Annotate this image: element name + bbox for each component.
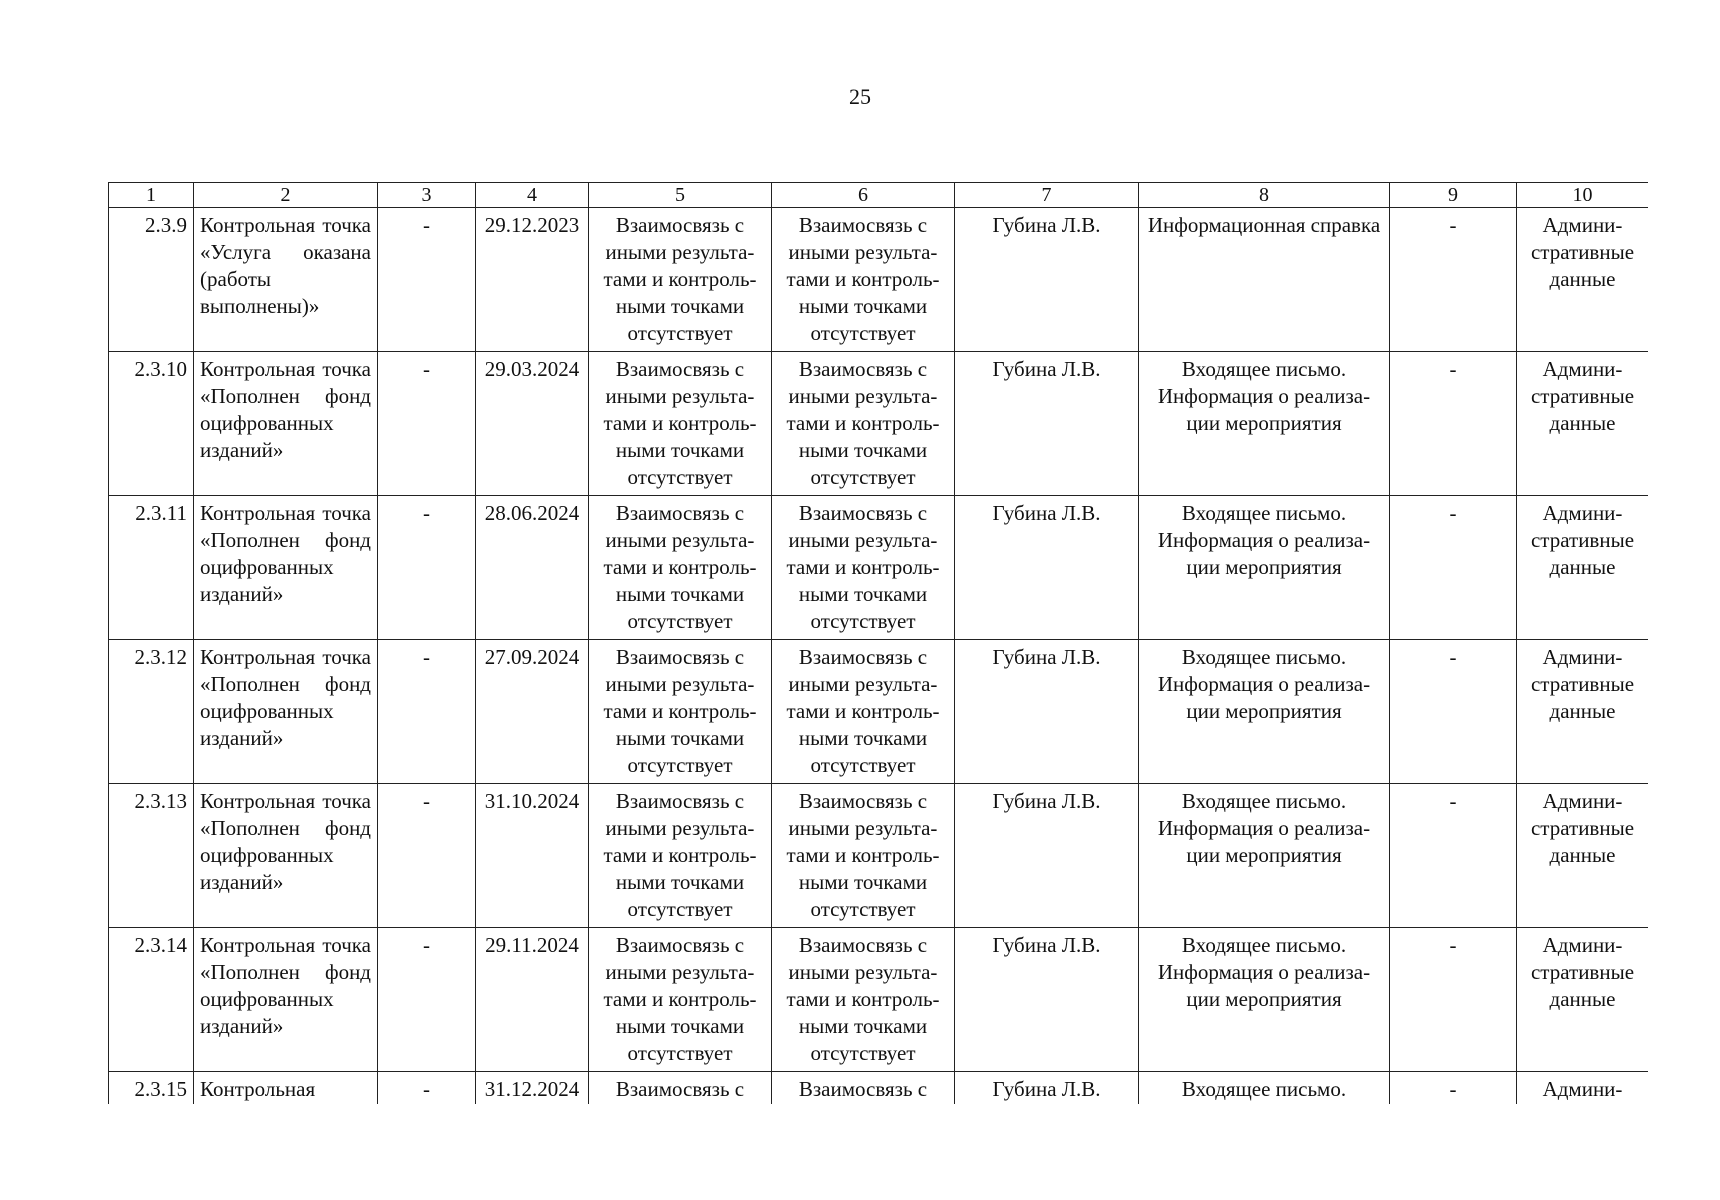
cell-col9: - [1390, 352, 1517, 496]
cell-col6: Взаимосвязь с иными результа-тами и контроль-ными точками отсутствует [772, 640, 955, 784]
cell-col3: - [378, 784, 476, 928]
cell-col6: Взаимосвязь с иными результа-тами и контроль-ными точками отсутствует [772, 208, 955, 352]
responsible-person: Губина Л.В. [955, 496, 1139, 640]
confirming-document: Входящее письмо. Информация о реализа-ции мероприятия [1139, 928, 1390, 1072]
row-number: 2.3.14 [109, 928, 194, 1072]
column-header: 5 [589, 183, 772, 208]
info-source: Админи-стративные данные [1517, 352, 1649, 496]
info-source: Админи-стративные данные [1517, 784, 1649, 928]
checkpoint-date: 27.09.2024 [476, 640, 589, 784]
cell-col6: Взаимосвязь с иными результа-тами и контроль-ными точками отсутствует [772, 784, 955, 928]
row-number: 2.3.9 [109, 208, 194, 352]
confirming-document: Входящее письмо. Информация о реализа-ции мероприятия [1139, 496, 1390, 640]
confirming-document: Входящее письмо. Информация о реализа-ции мероприятия [1139, 640, 1390, 784]
info-source: Админи-стративные данные [1517, 640, 1649, 784]
cell-col6: Взаимосвязь с иными результа-тами и контроль-ными точками отсутствует [772, 496, 955, 640]
checkpoint-date: 28.06.2024 [476, 496, 589, 640]
table-row [109, 352, 1649, 496]
cell-col3: - [378, 640, 476, 784]
row-number: 2.3.11 [109, 496, 194, 640]
table-row [109, 640, 1649, 784]
column-header: 1 [109, 183, 194, 208]
confirming-document: Входящее письмо. Информация о реализа-ции мероприятия [1139, 784, 1390, 928]
confirming-document: Входящее письмо. [1139, 1072, 1390, 1105]
row-number: 2.3.13 [109, 784, 194, 928]
row-number: 2.3.12 [109, 640, 194, 784]
responsible-person: Губина Л.В. [955, 208, 1139, 352]
column-header: 8 [1139, 183, 1390, 208]
checkpoint-date: 31.10.2024 [476, 784, 589, 928]
column-header: 10 [1517, 183, 1649, 208]
cell-col6: Взаимосвязь с [772, 1072, 955, 1105]
document-table-sheet [108, 182, 1648, 1104]
checkpoint-name: Контрольная [194, 1072, 378, 1105]
responsible-person: Губина Л.В. [955, 352, 1139, 496]
cell-col3: - [378, 1072, 476, 1105]
cell-col3: - [378, 928, 476, 1072]
info-source: Админи-стративные данные [1517, 496, 1649, 640]
column-header: 2 [194, 183, 378, 208]
cell-col5: Взаимосвязь с [589, 1072, 772, 1105]
cell-col5: Взаимосвязь с иными результа-тами и контроль-ными точками отсутствует [589, 640, 772, 784]
cell-col6: Взаимосвязь с иными результа-тами и контроль-ными точками отсутствует [772, 352, 955, 496]
checkpoint-name: Контрольная точка «Пополнен фонд оцифрованных изданий» [194, 352, 378, 496]
cell-col9: - [1390, 640, 1517, 784]
cell-col3: - [378, 496, 476, 640]
row-number: 2.3.15 [109, 1072, 194, 1105]
column-number-header [109, 183, 1649, 208]
cell-col5: Взаимосвязь с иными результа-тами и контроль-ными точками отсутствует [589, 928, 772, 1072]
checkpoints-table [108, 182, 1648, 1104]
confirming-document: Информационная справка [1139, 208, 1390, 352]
page-number: 25 [849, 84, 871, 109]
cell-col9: - [1390, 928, 1517, 1072]
table-row [109, 1072, 1649, 1105]
cell-col9: - [1390, 208, 1517, 352]
row-number: 2.3.10 [109, 352, 194, 496]
cell-col5: Взаимосвязь с иными результа-тами и контроль-ными точками отсутствует [589, 352, 772, 496]
column-header: 7 [955, 183, 1139, 208]
cell-col6: Взаимосвязь с иными результа-тами и контроль-ными точками отсутствует [772, 928, 955, 1072]
checkpoint-date: 29.03.2024 [476, 352, 589, 496]
info-source: Админи- [1517, 1072, 1649, 1105]
confirming-document: Входящее письмо. Информация о реализа-ции мероприятия [1139, 352, 1390, 496]
table-row [109, 784, 1649, 928]
info-source: Админи-стративные данные [1517, 928, 1649, 1072]
cell-col5: Взаимосвязь с иными результа-тами и контроль-ными точками отсутствует [589, 208, 772, 352]
table-row [109, 928, 1649, 1072]
responsible-person: Губина Л.В. [955, 784, 1139, 928]
column-header: 9 [1390, 183, 1517, 208]
cell-col3: - [378, 208, 476, 352]
cell-col9: - [1390, 496, 1517, 640]
checkpoint-name: Контрольная точка «Услуга оказана (работы выполнены)» [194, 208, 378, 352]
cell-col9: - [1390, 1072, 1517, 1105]
checkpoint-date: 29.12.2023 [476, 208, 589, 352]
info-source: Админи-стративные данные [1517, 208, 1649, 352]
column-header: 6 [772, 183, 955, 208]
checkpoint-name: Контрольная точка «Пополнен фонд оцифрованных изданий» [194, 928, 378, 1072]
cell-col9: - [1390, 784, 1517, 928]
cell-col5: Взаимосвязь с иными результа-тами и контроль-ными точками отсутствует [589, 784, 772, 928]
responsible-person: Губина Л.В. [955, 928, 1139, 1072]
responsible-person: Губина Л.В. [955, 640, 1139, 784]
responsible-person: Губина Л.В. [955, 1072, 1139, 1105]
checkpoint-name: Контрольная точка «Пополнен фонд оцифрованных изданий» [194, 784, 378, 928]
checkpoint-name: Контрольная точка «Пополнен фонд оцифрованных изданий» [194, 496, 378, 640]
column-header: 3 [378, 183, 476, 208]
column-header: 4 [476, 183, 589, 208]
checkpoint-date: 29.11.2024 [476, 928, 589, 1072]
cell-col5: Взаимосвязь с иными результа-тами и контроль-ными точками отсутствует [589, 496, 772, 640]
table-row [109, 496, 1649, 640]
cell-col3: - [378, 352, 476, 496]
checkpoint-name: Контрольная точка «Пополнен фонд оцифрованных изданий» [194, 640, 378, 784]
checkpoint-date: 31.12.2024 [476, 1072, 589, 1105]
table-row [109, 208, 1649, 352]
